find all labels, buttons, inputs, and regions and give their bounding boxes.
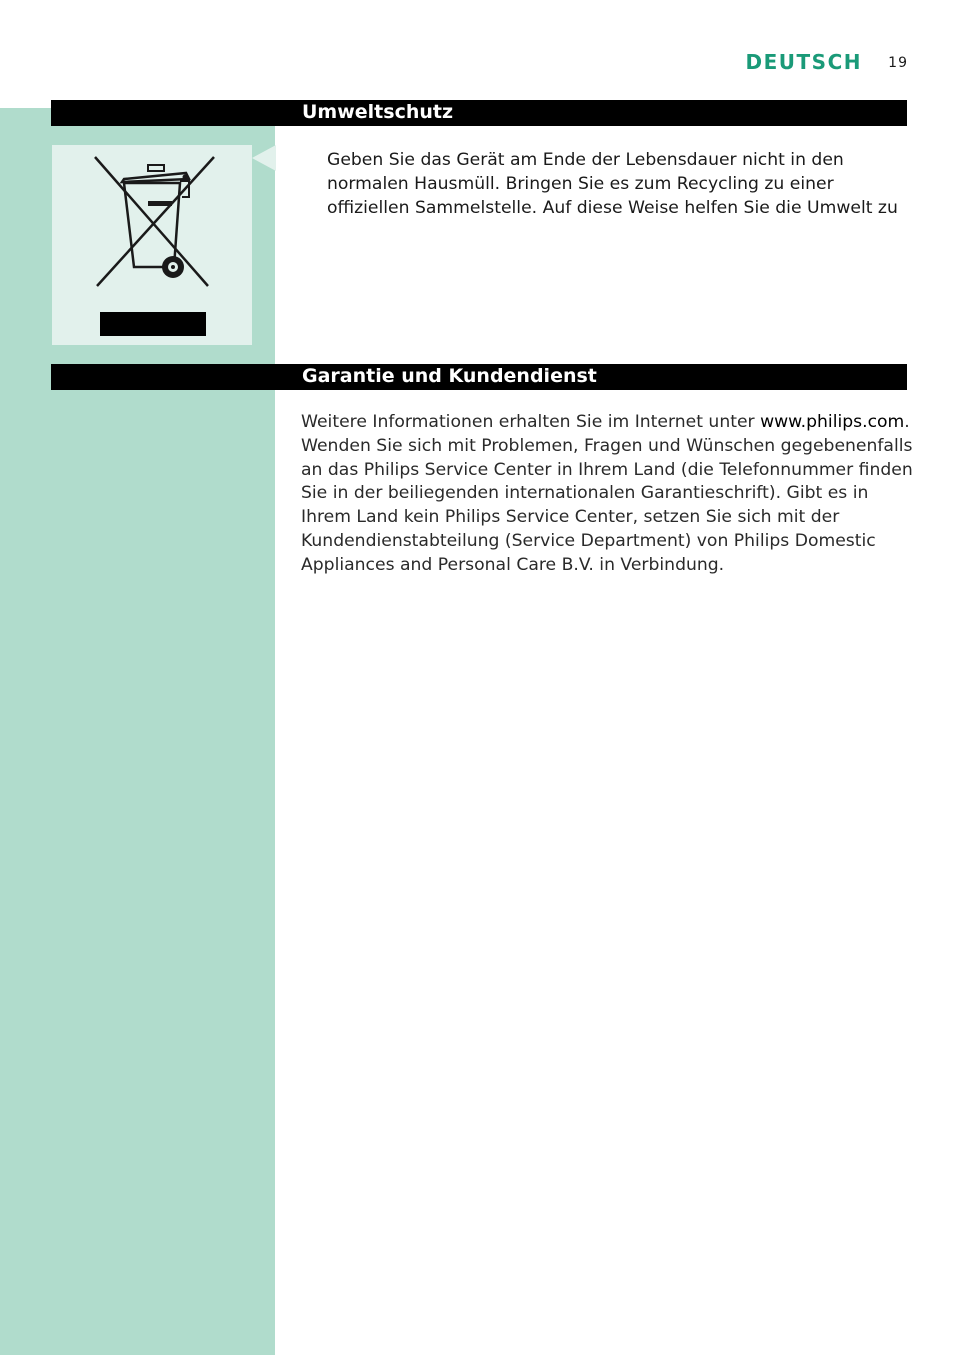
crossed-out-wheelie-bin-icon: [52, 145, 252, 345]
paragraph-line: [301, 411, 911, 435]
paragraph-line: an das Philips Service Center in Ihrem Land (die Telefonnummer finden: [301, 459, 913, 480]
page-number: 19: [888, 55, 908, 71]
paragraph-line: Ihrem Land kein Philips Service Center, setzen Sie sich mit der: [301, 507, 840, 528]
website-link[interactable]: www.philips.com: [760, 412, 905, 432]
paragraph-line: Sie in der beiliegenden internationalen Garantieschrift). Gibt es in: [301, 483, 869, 504]
section-bar-environment: [51, 100, 907, 126]
language-header: DEUTSCH: [745, 50, 862, 74]
warranty-paragraph: [301, 411, 911, 578]
paragraph-line: offiziellen Sammelstelle. Auf diese Weise helfen Sie die Umwelt zu: [327, 198, 898, 218]
paragraph-text: Weitere Informationen erhalten Sie im Internet unter: [301, 412, 761, 432]
environment-paragraph: [327, 148, 907, 220]
paragraph-line: Geben Sie das Gerät am Ende der Lebensdauer nicht in den: [327, 150, 844, 170]
panel-pointer: [252, 145, 276, 171]
section-title: Umweltschutz: [302, 101, 454, 123]
paragraph-text: .: [904, 412, 910, 432]
section-title: Garantie und Kundendienst: [302, 365, 597, 387]
paragraph-line: normalen Hausmüll. Bringen Sie es zum Recycling zu einer: [327, 174, 834, 194]
paragraph-line: Appliances and Personal Care B.V. in Verbindung.: [301, 554, 725, 575]
paragraph-line: Wenden Sie sich mit Problemen, Fragen und Wünschen gegebenenfalls: [301, 435, 913, 456]
paragraph-line: Kundendienstabteilung (Service Department) von Philips Domestic: [301, 530, 876, 551]
weee-icon-panel: [52, 145, 252, 345]
section-bar-warranty: [51, 364, 907, 390]
